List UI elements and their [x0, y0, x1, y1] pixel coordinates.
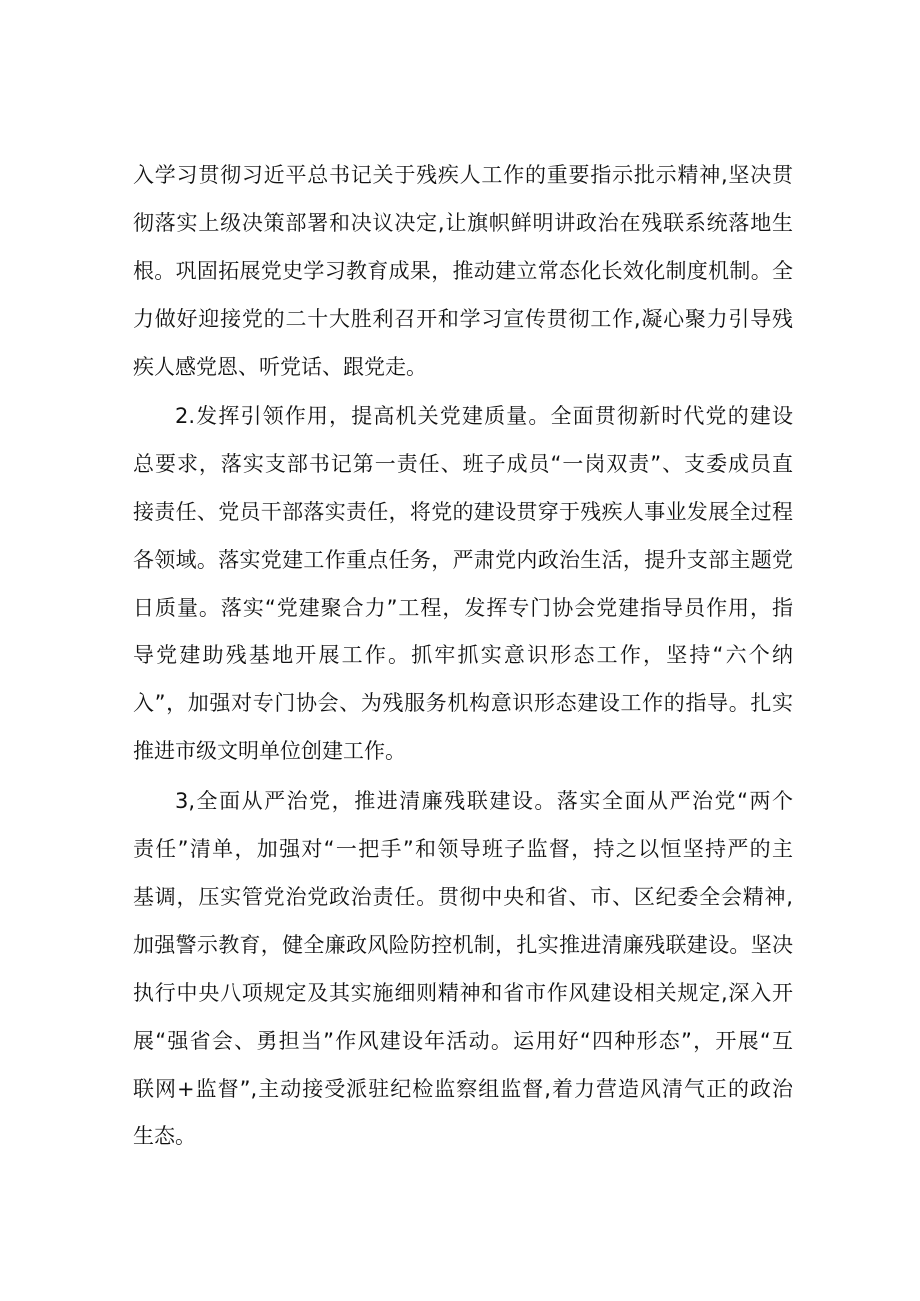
- paragraph-1-line-5: 疾人感党恩、听党话、跟党走。: [133, 355, 427, 379]
- paragraph-3-line-8: 生态。: [133, 1124, 196, 1148]
- paragraph-1-line-3: 根。巩固拓展党史学习教育成果，推动建立常态化长效化制度机制。全: [133, 259, 793, 283]
- paragraph-1-line-1: 入学习贯彻习近平总书记关于残疾人工作的重要指示批示精神,坚决贯: [133, 163, 793, 187]
- paragraph-2-line-4: 各领域。落实党建工作重点任务，严肃党内政治生活，提升支部主题党: [133, 548, 793, 572]
- paragraph-2-line-5: 日质量。落实“党建聚合力”工程，发挥专门协会党建指导员作用，指: [133, 596, 793, 620]
- paragraph-3-line-5: 执行中央八项规定及其实施细则精神和省市作风建设相关规定,深入开: [133, 981, 793, 1005]
- paragraph-2-line-3: 接责任、党员干部落实责任，将党的建设贯穿于残疾人事业发展全过程: [133, 500, 793, 524]
- paragraph-2-line-7: 入”，加强对专门协会、为残服务机构意识形态建设工作的指导。扎实: [133, 691, 793, 715]
- paragraph-3-line-1: 3,全面从严治党，推进清廉残联建设。落实全面从严治党“两个: [175, 789, 793, 813]
- paragraph-2-line-6: 导党建助残基地开展工作。抓牢抓实意识形态工作，坚持“六个纳: [133, 643, 793, 667]
- paragraph-1-line-4: 力做好迎接党的二十大胜利召开和学习宣传贯彻工作,凝心聚力引导残: [133, 307, 793, 331]
- paragraph-3-line-3: 基调，压实管党治党政治责任。贯彻中央和省、市、区纪委全会精神,: [133, 885, 793, 909]
- paragraph-3-line-4: 加强警示教育，健全廉政风险防控机制，扎实推进清廉残联建设。坚决: [133, 933, 793, 957]
- paragraph-1-line-2: 彻落实上级决策部署和决议决定,让旗帜鲜明讲政治在残联系统落地生: [133, 211, 793, 235]
- paragraph-3-line-6: 展“强省会、勇担当”作风建设年活动。运用好“四种形态”，开展“互: [133, 1029, 793, 1053]
- paragraph-2-line-8: 推进市级文明单位创建工作。: [133, 739, 406, 763]
- paragraph-2-line-1: 2.发挥引领作用，提高机关党建质量。全面贯彻新时代党的建设: [175, 404, 793, 428]
- paragraph-3-line-7: 联网+监督”,主动接受派驻纪检监察组监督,着力营造风清气正的政治: [133, 1077, 793, 1101]
- paragraph-2-line-2: 总要求，落实支部书记第一责任、班子成员“一岗双责”、支委成员直: [133, 452, 793, 476]
- paragraph-3-line-2: 责任”清单，加强对“一把手”和领导班子监督，持之以恒坚持严的主: [133, 837, 793, 861]
